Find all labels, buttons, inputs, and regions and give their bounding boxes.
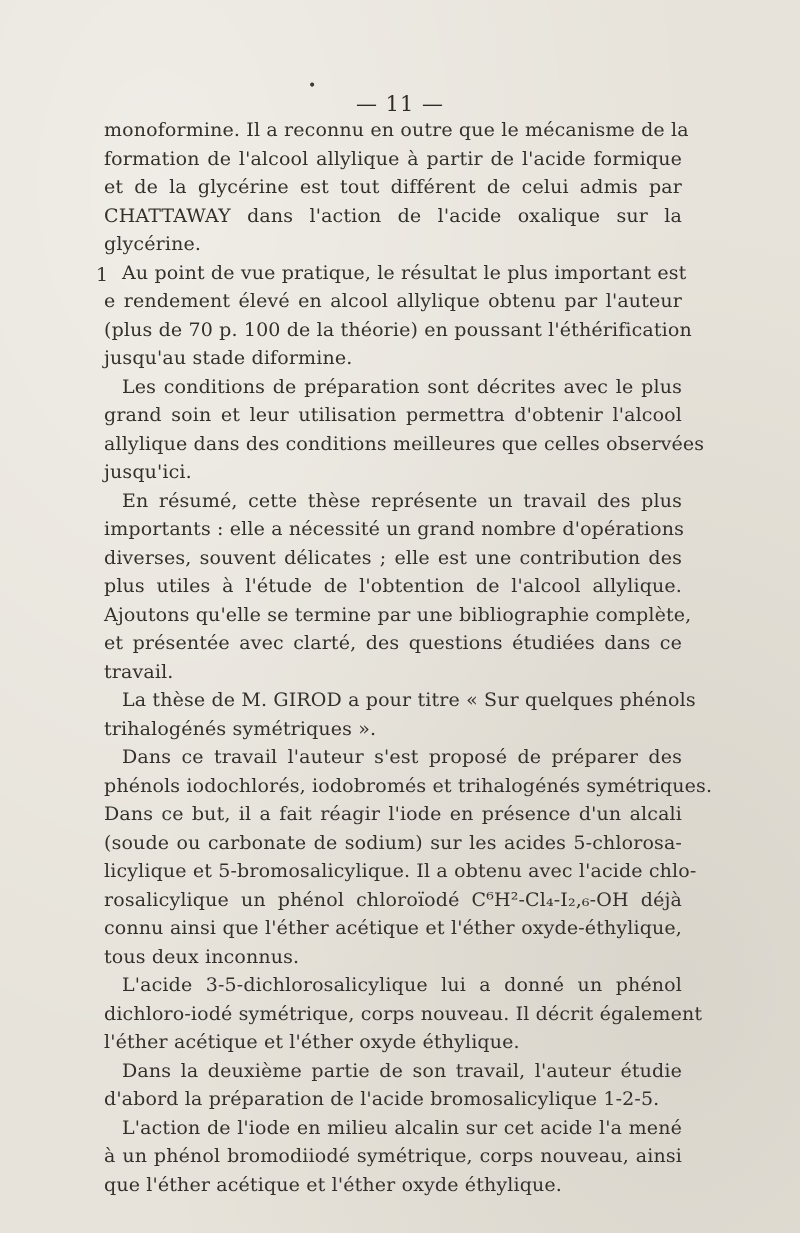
text-line: Au point de vue pratique, le résultat le plus important est (122, 261, 687, 284)
text-line: plus utiles à l'étude de l'obtention de l'alcool allylique. (104, 575, 682, 597)
text-line: monoformine. Il a reconnu en outre que le mécanisme de la (104, 119, 689, 141)
text-line: allylique dans des conditions meilleures que celles observées (104, 432, 705, 455)
text-line: dichloro-iodé symétrique, corps nouveau. Il décrit également (104, 1002, 703, 1025)
ink-speck: • (308, 78, 317, 94)
text-line: jusqu'au stade diformine. (104, 347, 353, 369)
text-line: Dans ce travail l'auteur s'est proposé de préparer des (122, 746, 682, 768)
text-line: licylique et 5-bromosalicylique. Il a obtenu avec l'acide chlo- (104, 860, 697, 882)
text-line: La thèse de M. GIROD a pour titre « Sur quelques phénols (122, 689, 696, 711)
text-line: glycérine. (104, 233, 202, 255)
text-line: (soude ou carbonate de sodium) sur les acides 5-chlorosa- (104, 831, 682, 854)
text-line: Les conditions de préparation sont décrites avec le plus (122, 375, 682, 398)
text-line: (plus de 70 p. 100 de la théorie) en poussant l'éthérification (104, 318, 692, 341)
text-line: connu ainsi que l'éther acétique et l'éther oxyde-éthylique, (104, 917, 682, 939)
text-line: tous deux inconnus. (104, 945, 300, 968)
body-text (104, 116, 713, 1199)
text-line: L'action de l'iode en milieu alcalin sur cet acide l'a mené (122, 1116, 682, 1139)
text-line: trihalogénés symétriques ». (104, 717, 377, 740)
text-line: L'acide 3-5-dichlorosalicylique lui a donné un phénol (122, 974, 682, 996)
text-line: d'abord la préparation de l'acide bromosalicylique 1-2-5. (104, 1088, 660, 1110)
text-line: l'éther acétique et l'éther oxyde éthylique. (104, 1031, 520, 1053)
text-line: En résumé, cette thèse représente un travail des plus (122, 489, 682, 512)
text-line: Ajoutons qu'elle se termine par une bibliographie complète, (104, 603, 692, 626)
text-line: CHATTAWAY dans l'action de l'acide oxalique sur la (104, 204, 682, 227)
text-line: jusqu'ici. (104, 461, 192, 483)
text-line: et présentée avec clarté, des questions étudiées dans ce (104, 632, 682, 654)
text-line: phénols iodochlorés, iodobromés et trihalogénés symétriques. (104, 774, 713, 797)
text-line: et de la glycérine est tout différent de celui admis par (104, 176, 682, 198)
text-line: Dans ce but, il a fait réagir l'iode en présence d'un alcali (104, 803, 682, 825)
text-line: à un phénol bromodiiodé symétrique, corps nouveau, ainsi (104, 1145, 682, 1167)
text-line: diverses, souvent délicates ; elle est une contribution des (104, 546, 682, 569)
text-line: que l'éther acétique et l'éther oxyde éthylique. (104, 1173, 562, 1196)
text-line: e rendement élevé en alcool allylique obtenu par l'auteur (104, 290, 682, 312)
text-line: importants : elle a nécessité un grand nombre d'opérations (104, 518, 684, 540)
text-line: Dans la deuxième partie de son travail, l'auteur étudie (122, 1059, 682, 1082)
margin-mark: 1 (96, 264, 109, 286)
text-line: grand soin et leur utilisation permettra d'obtenir l'alcool (104, 404, 682, 426)
page-number: — 11 — (355, 92, 445, 116)
text-line: travail. (104, 660, 174, 683)
text-line: formation de l'alcool allylique à partir de l'acide formique (104, 147, 682, 170)
text-line: rosalicylique un phénol chloroïodé C⁶H²-Cl₄-I₂,₆-OH déjà (104, 888, 682, 911)
